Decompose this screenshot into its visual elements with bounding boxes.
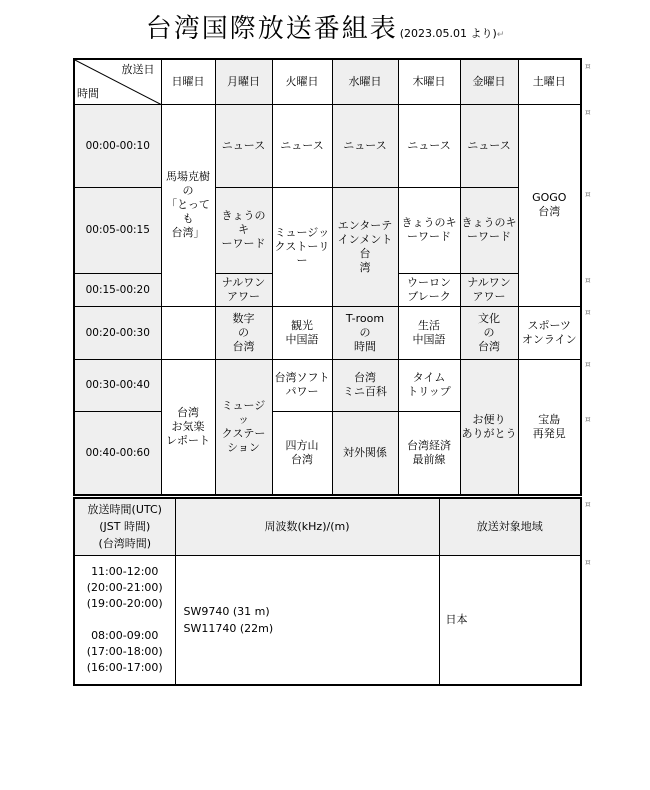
program-wed-taigai: 対外関係 bbox=[332, 411, 398, 495]
program-tue-news: ニュース bbox=[272, 104, 332, 187]
cell-mark: ¤ bbox=[585, 62, 591, 72]
time-slot-0030: 00:30-00:40 bbox=[74, 359, 161, 411]
page-title-area bbox=[0, 8, 650, 45]
cell-mark: ¤ bbox=[585, 558, 591, 568]
cell-mark: ¤ bbox=[585, 190, 591, 200]
cell-mark: ¤ bbox=[585, 108, 591, 118]
program-fri-bunka: 文化 の 台湾 bbox=[460, 306, 518, 359]
program-thu-keizai: 台湾経済 最前線 bbox=[398, 411, 460, 495]
program-fri-keyword: きょうのキ ーワード bbox=[460, 187, 518, 273]
program-thu-seikatsu: 生活 中国語 bbox=[398, 306, 460, 359]
program-mon-keyword: きょうのキ ーワード bbox=[215, 187, 272, 273]
time-slot-0005: 00:05-00:15 bbox=[74, 187, 161, 273]
day-header-wed: 水曜日 bbox=[332, 59, 398, 104]
cell-mark: ¤ bbox=[585, 415, 591, 425]
frequency-table bbox=[73, 497, 582, 686]
program-mon-naruwan: ナルワン アワー bbox=[215, 273, 272, 306]
program-fri-otayori: お便り ありがとう bbox=[460, 359, 518, 495]
program-mon-suuji: 数字 の 台湾 bbox=[215, 306, 272, 359]
time-slot-0040: 00:40-00:60 bbox=[74, 411, 161, 495]
program-tue-kanko: 観光 中国語 bbox=[272, 306, 332, 359]
program-tue-music-story: ミュージッ クストーリ ー bbox=[272, 187, 332, 306]
program-thu-news: ニュース bbox=[398, 104, 460, 187]
program-tue-soft-power: 台湾ソフト パワー bbox=[272, 359, 332, 411]
page-title: 台湾国際放送番組表 bbox=[145, 14, 398, 44]
schedule-table bbox=[73, 58, 582, 496]
program-tue-shiho: 四方山 台湾 bbox=[272, 411, 332, 495]
program-sat-gogo: GOGO 台湾 bbox=[518, 104, 581, 306]
program-wed-news: ニュース bbox=[332, 104, 398, 187]
page-subtitle: (2023.05.01 より) bbox=[399, 27, 497, 40]
time-slot-0015: 00:15-00:20 bbox=[74, 273, 161, 306]
program-wed-mini: 台湾 ミニ百科 bbox=[332, 359, 398, 411]
program-wed-entertainment: エンターテ インメント台 湾 bbox=[332, 187, 398, 306]
cell-mark: ¤ bbox=[585, 500, 591, 510]
corner-top-label: 放送日 bbox=[121, 63, 155, 76]
day-header-thu: 木曜日 bbox=[398, 59, 460, 104]
cell-mark: ¤ bbox=[585, 308, 591, 318]
program-sat-hoto: 宝島 再発見 bbox=[518, 359, 581, 495]
corner-header bbox=[74, 59, 161, 104]
program-sat-sports: スポーツ オンライン bbox=[518, 306, 581, 359]
freq-area: 日本 bbox=[439, 555, 581, 685]
program-mon-news: ニュース bbox=[215, 104, 272, 187]
freq-header-time: 放送時間(UTC) (JST 時間) (台湾時間) bbox=[74, 498, 175, 555]
day-header-fri: 金曜日 bbox=[460, 59, 518, 104]
program-sun-okiraku: 台湾 お気楽 レポート bbox=[161, 359, 215, 495]
program-sun-empty bbox=[161, 306, 215, 359]
freq-times: 11:00-12:00 (20:00-21:00) (19:00-20:00) 08:00-09:00 (17:00-18:00) (16:00-17:00) bbox=[74, 555, 175, 685]
day-header-mon: 月曜日 bbox=[215, 59, 272, 104]
program-thu-keyword: きょうのキ ーワード bbox=[398, 187, 460, 273]
freq-header-frequency: 周波数(kHz)/(m) bbox=[175, 498, 439, 555]
freq-header-area: 放送対象地域 bbox=[439, 498, 581, 555]
program-fri-news: ニュース bbox=[460, 104, 518, 187]
return-mark: ↵ bbox=[496, 30, 505, 40]
freq-values: SW9740 (31 m) SW11740 (22m) bbox=[175, 555, 439, 685]
day-header-tue: 火曜日 bbox=[272, 59, 332, 104]
program-thu-oolong: ウーロン ブレーク bbox=[398, 273, 460, 306]
cell-mark: ¤ bbox=[585, 360, 591, 370]
program-thu-time-trip: タイム トリップ bbox=[398, 359, 460, 411]
time-slot-0000: 00:00-00:10 bbox=[74, 104, 161, 187]
program-wed-troom: T-room の 時間 bbox=[332, 306, 398, 359]
corner-bottom-label: 時間 bbox=[77, 86, 99, 100]
day-header-sun: 日曜日 bbox=[161, 59, 215, 104]
time-slot-0020: 00:20-00:30 bbox=[74, 306, 161, 359]
day-header-sat: 土曜日 bbox=[518, 59, 581, 104]
program-sun-babazhe: 馬場克樹 の 「とっても 台湾」 bbox=[161, 104, 215, 306]
program-mon-music-station: ミュージッ クステー ション bbox=[215, 359, 272, 495]
program-fri-naruwan: ナルワン アワー bbox=[460, 273, 518, 306]
cell-mark: ¤ bbox=[585, 276, 591, 286]
